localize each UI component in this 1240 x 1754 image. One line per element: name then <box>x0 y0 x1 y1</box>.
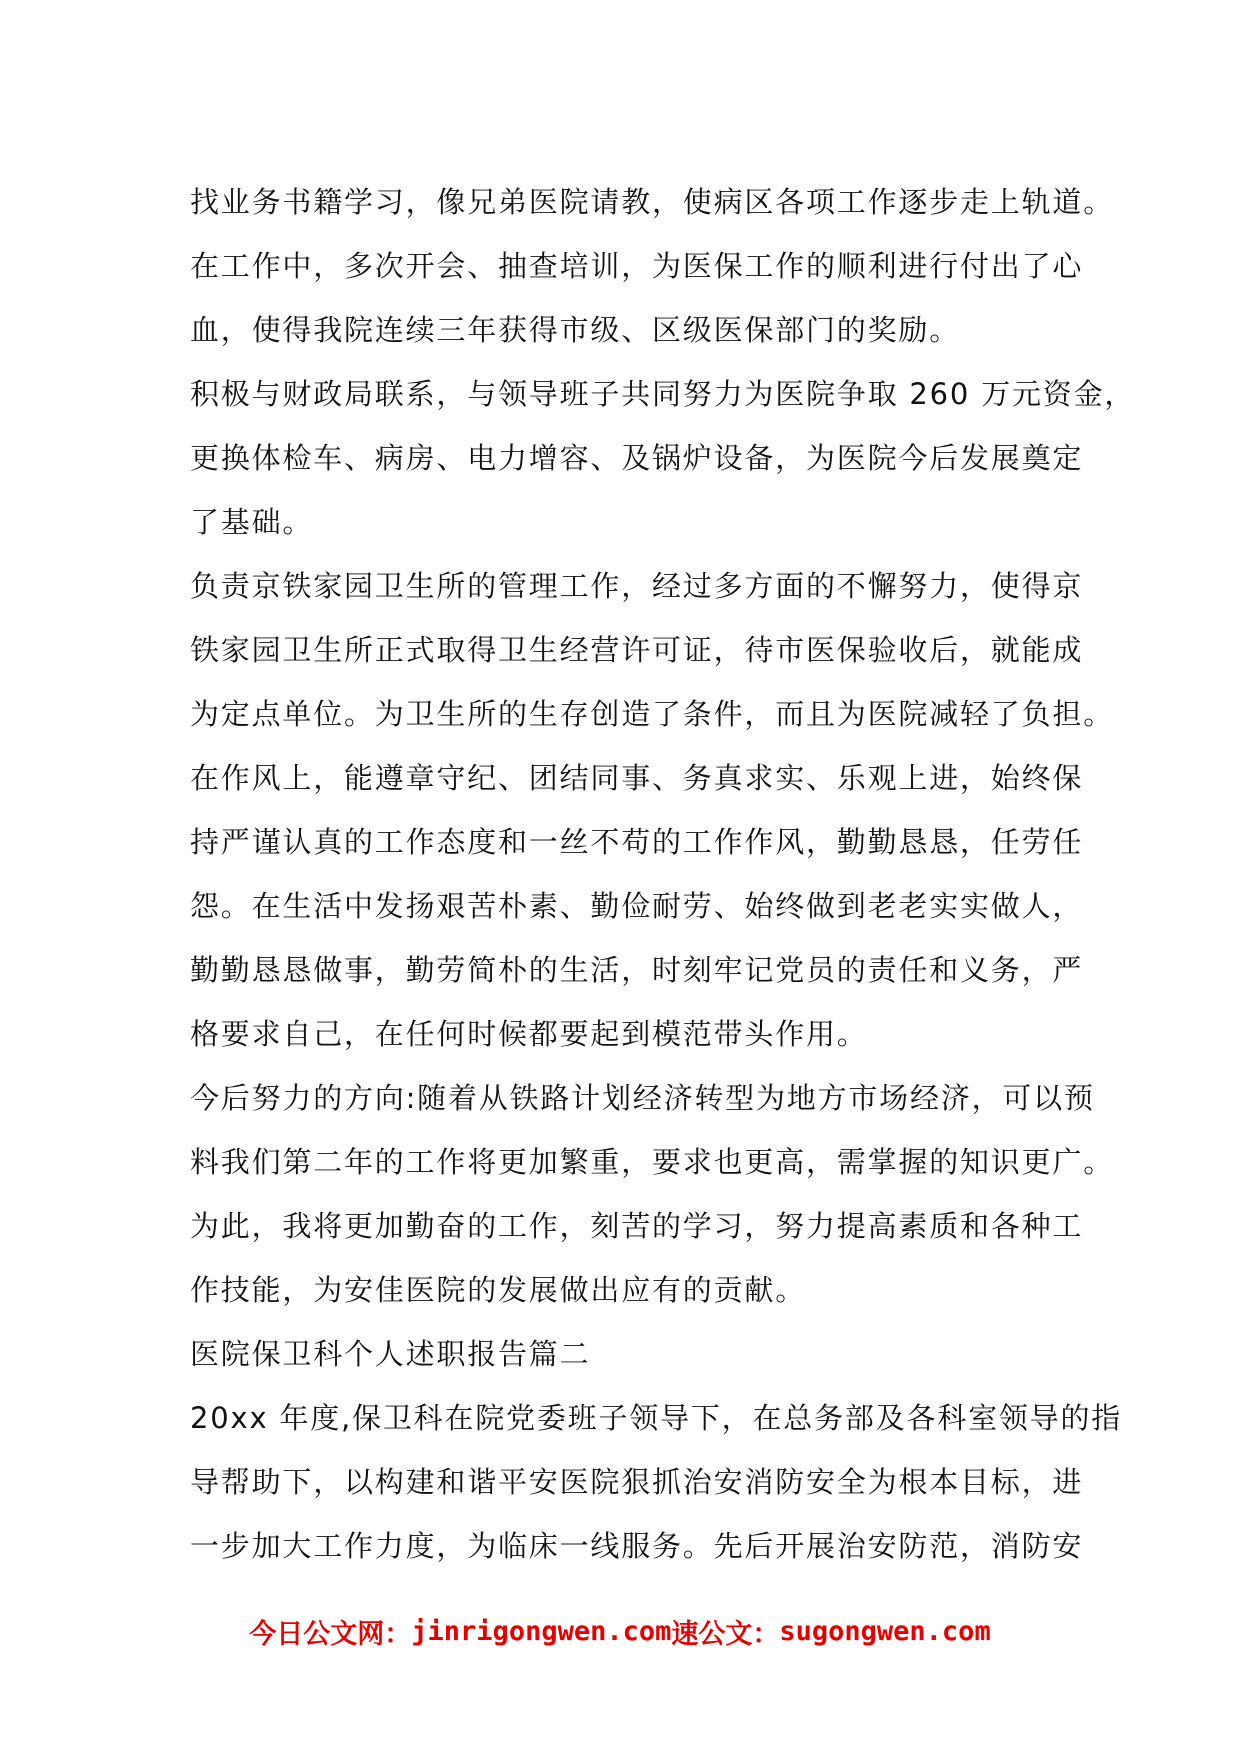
text-line: 为定点单位。为卫生所的生存创造了条件，而且为医院减轻了负担。 <box>190 697 1115 731</box>
text-line: 持严谨认真的工作态度和一丝不苟的工作作风，勤勤恳恳，任劳任 <box>190 825 1084 859</box>
text-line: 积极与财政局联系，与领导班子共同努力为医院争取 260 万元资金， <box>190 377 1136 411</box>
document-body <box>190 170 1136 1578</box>
text-line: 负责京铁家园卫生所的管理工作，经过多方面的不懈努力，使得京 <box>190 569 1084 603</box>
text-line: 勤勤恳恳做事，勤劳简朴的生活，时刻牢记党员的责任和义务，严 <box>190 953 1084 987</box>
text-line: 导帮助下，以构建和谐平安医院狠抓治安消防安全为根本目标，进 <box>190 1465 1084 1499</box>
text-line: 在工作中，多次开会、抽查培训，为医保工作的顺利进行付出了心 <box>190 249 1084 283</box>
section-heading: 医院保卫科个人述职报告篇二 <box>190 1337 591 1371</box>
text-line: 料我们第二年的工作将更加繁重，要求也更高，需掌握的知识更广。 <box>190 1145 1115 1179</box>
text-line: 更换体检车、病房、电力增容、及锅炉设备，为医院今后发展奠定 <box>190 441 1084 475</box>
text-line: 格要求自己，在任何时候都要起到模范带头作用。 <box>190 1017 868 1051</box>
text-line: 为此，我将更加勤奋的工作，刻苦的学习，努力提高素质和各种工 <box>190 1209 1084 1243</box>
text-line: 作技能，为安佳医院的发展做出应有的贡献。 <box>190 1273 807 1307</box>
text-line: 血，使得我院连续三年获得市级、区级医保部门的奖励。 <box>190 313 961 347</box>
text-line: 铁家园卫生所正式取得卫生经营许可证，待市医保验收后，就能成 <box>190 633 1084 667</box>
footer-link-sugongwen[interactable]: sugongwen.com <box>779 1616 991 1647</box>
footer-link-jinrigongwen[interactable]: jinrigongwen.com <box>411 1616 672 1647</box>
text-line: 今后努力的方向:随着从铁路计划经济转型为地方市场经济，可以预 <box>190 1081 1095 1115</box>
footer-label-sugongwen: 速公文： <box>671 1619 780 1650</box>
text-line: 找业务书籍学习，像兄弟医院请教，使病区各项工作逐步走上轨道。 <box>190 185 1115 219</box>
text-line: 一步加大工作力度，为临床一线服务。先后开展治安防范，消防安 <box>190 1529 1084 1563</box>
footer-watermark <box>0 1612 1240 1662</box>
text-line: 怨。在生活中发扬艰苦朴素、勤俭耐劳、始终做到老老实实做人， <box>190 889 1084 923</box>
text-line: 20xx 年度,保卫科在院党委班子领导下，在总务部及各科室领导的指 <box>190 1401 1123 1435</box>
footer-label-jinri: 今日公文网： <box>249 1619 412 1650</box>
text-line: 了基础。 <box>190 505 314 539</box>
text-line: 在作风上，能遵章守纪、团结同事、务真求实、乐观上进，始终保 <box>190 761 1084 795</box>
